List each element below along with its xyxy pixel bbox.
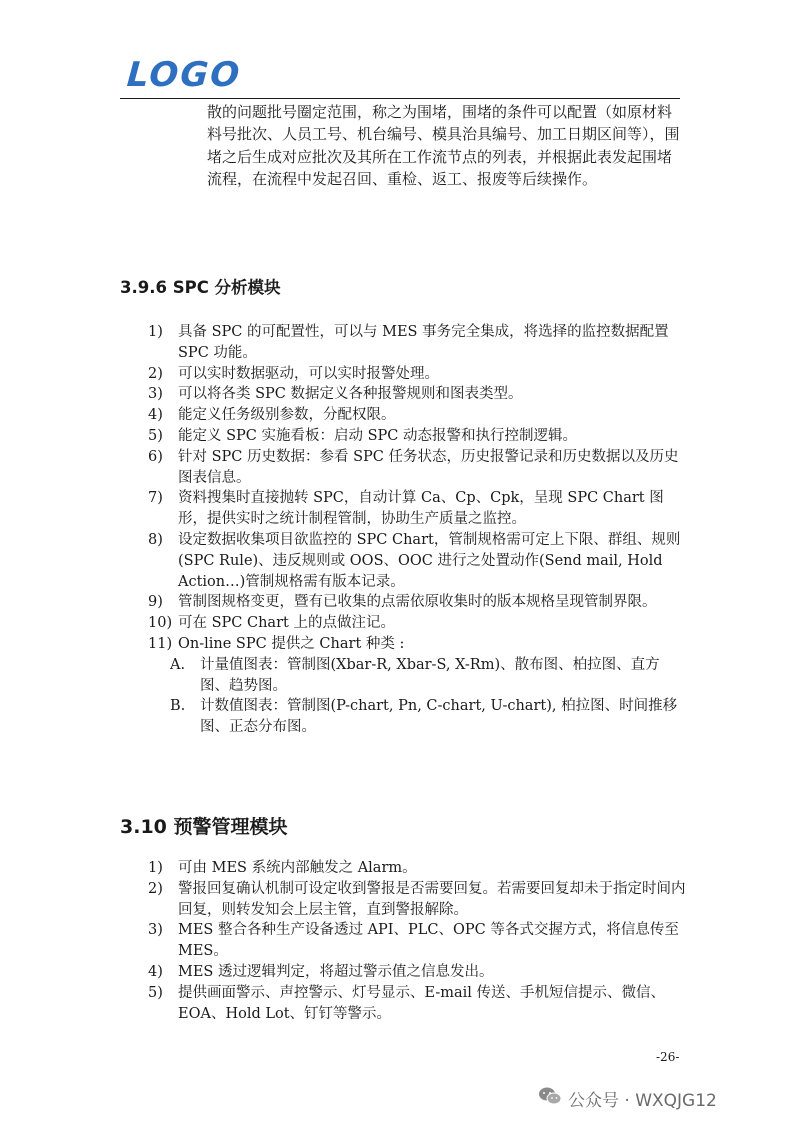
watermark-text: 公众号 · WXQJG12 xyxy=(568,1091,717,1111)
page-number: -26- xyxy=(656,1050,680,1064)
list-item xyxy=(148,592,688,613)
list-item xyxy=(148,530,688,592)
alarm-list xyxy=(148,858,688,1024)
list-item xyxy=(148,879,688,921)
sub-item-letter: A. xyxy=(170,656,186,673)
item-number: 2) xyxy=(148,880,163,897)
item-text: MES 透过逻辑判定，将超过警示值之信息发出。 xyxy=(178,963,494,980)
list-item xyxy=(148,384,688,405)
item-number: 4) xyxy=(148,407,163,424)
item-text: 针对 SPC 历史数据：参看 SPC 任务状态，历史报警记录和历史数据以及历史图表信息。 xyxy=(178,448,679,486)
item-number: 9) xyxy=(148,594,163,611)
item-text: 管制图规格变更，暨有已收集的点需依原收集时的版本规格呈现管制界限。 xyxy=(178,594,657,611)
list-item xyxy=(148,920,688,962)
sub-item-letter: B. xyxy=(170,698,186,715)
section-heading-alarm: 3.10 预警管理模块 xyxy=(120,816,288,838)
item-text: 提供画面警示、声控警示、灯号显示、E-mail 传送、手机短信提示、微信、EOA、Hold Lot、钉钉等警示。 xyxy=(178,984,666,1022)
intro-paragraph: 散的问题批号圈定范围，称之为围堵，围堵的条件可以配置（如原材料料号批次、人员工号、机台编号、模具治具编号、加工日期区间等），围堵之后生成对应批次及其所在工作流节点的列表，并根据此表发起围堵流程，在流程中发起召回、重检、返工、报废等后续操作。 xyxy=(207,103,680,188)
item-text: 可以实时数据驱动，可以实时报警处理。 xyxy=(178,365,439,382)
list-item xyxy=(148,488,688,530)
list-item xyxy=(148,364,688,385)
item-text: 资料搜集时直接抛转 SPC，自动计算 Ca、Cp、Cpk，呈现 SPC Chart 图形，提供实时之统计制程管制，协助生产质量之监控。 xyxy=(178,490,664,528)
item-text: 警报回复确认机制可设定收到警报是否需要回复。若需要回复却未于指定时间内回复，则转发知会上层主管，直到警报解除。 xyxy=(178,880,686,918)
item-number: 1) xyxy=(148,860,163,876)
sub-item-text: 计数值图表：管制图(P-chart, Pn, C-chart, U-chart), 柏拉图、时间推移图、正态分布图。 xyxy=(200,698,678,736)
sub-list-item xyxy=(148,655,688,697)
logo: LOGO xyxy=(125,55,243,95)
item-text: 可在 SPC Chart 上的点做注记。 xyxy=(178,615,395,632)
item-text: 设定数据收集项目欲监控的 SPC Chart，管制规格需可定上下限、群组、规则 (SPC Rule)、违反规则或 OOS、OOC 进行之处置动作(Send mail, Hold Action…)管制规格需有版本记录。 xyxy=(178,531,681,590)
list-item xyxy=(148,426,688,447)
item-number: 6) xyxy=(148,448,163,465)
list-item xyxy=(148,634,688,655)
item-text: On-line SPC 提供之 Chart 种类 : xyxy=(178,635,405,652)
item-text: 具备 SPC 的可配置性，可以与 MES 事务完全集成，将选择的监控数据配置 SPC 功能。 xyxy=(178,324,669,361)
list-item xyxy=(148,613,688,634)
list-item xyxy=(148,405,688,426)
spc-list xyxy=(148,322,688,738)
item-number: 3) xyxy=(148,922,163,939)
list-item xyxy=(148,983,688,1025)
sub-item-text: 计量值图表：管制图(Xbar-R, Xbar-S, X-Rm)、散布图、柏拉图、直方图、趋势图。 xyxy=(200,656,660,694)
item-number: 3) xyxy=(148,386,163,403)
item-text: 可由 MES 系统内部触发之 Alarm。 xyxy=(178,860,417,876)
sub-list-item xyxy=(148,696,688,738)
item-number: 4) xyxy=(148,963,163,980)
item-text: MES 整合各种生产设备透过 API、PLC、OPC 等各式交握方式，将信息传至 MES。 xyxy=(178,922,679,960)
list-item xyxy=(148,322,688,364)
item-number: 8) xyxy=(148,531,163,548)
wechat-icon xyxy=(538,1086,562,1111)
item-text: 可以将各类 SPC 数据定义各种报警规则和图表类型。 xyxy=(178,386,523,403)
item-number: 11) xyxy=(148,635,173,652)
item-number: 5) xyxy=(148,984,163,1001)
item-number: 10) xyxy=(148,615,173,632)
list-item xyxy=(148,447,688,489)
list-item xyxy=(148,858,688,879)
header-rule xyxy=(120,98,680,99)
item-text: 能定义任务级别参数，分配权限。 xyxy=(178,407,396,424)
list-item xyxy=(148,962,688,983)
item-text: 能定义 SPC 实施看板：启动 SPC 动态报警和执行控制逻辑。 xyxy=(178,427,578,444)
item-number: 2) xyxy=(148,365,163,382)
item-number: 7) xyxy=(148,490,163,507)
item-number: 5) xyxy=(148,427,163,444)
section-heading-spc: 3.9.6 SPC 分析模块 xyxy=(120,278,281,297)
watermark xyxy=(538,1086,717,1111)
item-number: 1) xyxy=(148,324,163,340)
